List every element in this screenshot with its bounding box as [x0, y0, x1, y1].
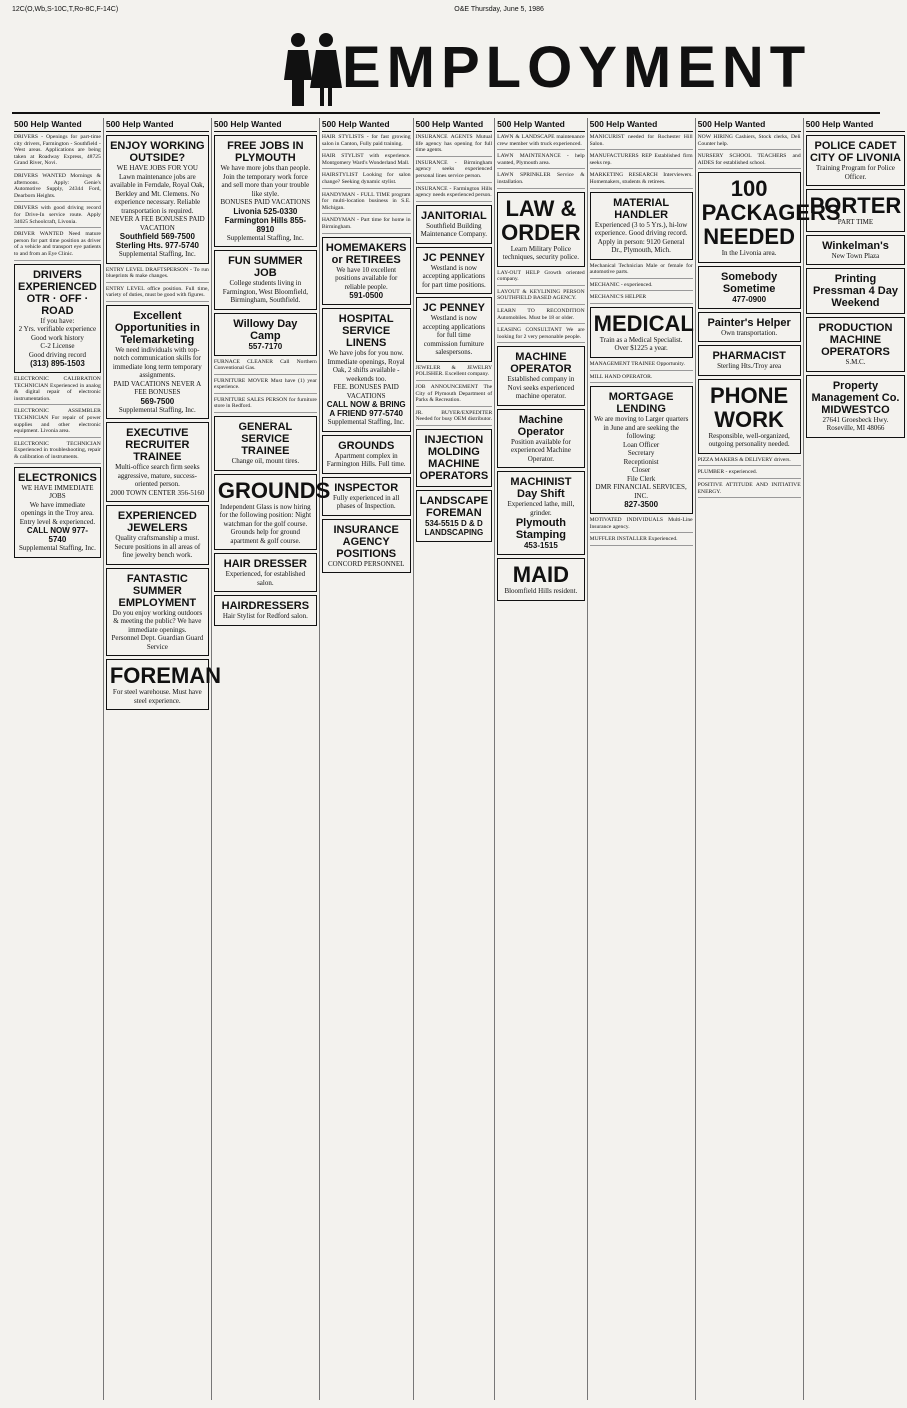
display-ad — [806, 135, 906, 186]
ad-body: Own transportation. — [721, 328, 778, 337]
ad-firm: Supplemental Staffing, Inc. — [118, 250, 196, 258]
ad-heading: MACHINIST Day Shift — [510, 476, 572, 501]
display-ad — [416, 297, 493, 362]
classified-ad: ELECTRONIC TECHNICIAN Experienced in troubleshooting, repair & calibration of instruments. — [14, 441, 101, 464]
ad-body: New Town Plaza — [831, 251, 880, 260]
ad-body: Apartment complex in Farmington Hills. Full time. — [326, 451, 406, 469]
ad-heading: Excellent Opportunities in Telemarketing — [114, 309, 200, 346]
ad-body: Southfield Building Maintenance Company. — [420, 221, 488, 239]
column-header: 500 Help Wanted — [14, 118, 101, 132]
ad-item: Secretary — [627, 449, 655, 458]
ad-heading: INSURANCE AGENCY POSITIONS — [333, 523, 399, 560]
classified-ad: DRIVERS with good driving record for Drive-In service route. Apply 34025 Schoolcraft, Livonia. — [14, 205, 101, 228]
ad-body: For steel warehouse. Must have steel experience. — [112, 688, 202, 705]
ad-body: We have jobs for you now. Immediate openings, Royal Oak, 2 shifts available - weekends too. — [327, 349, 405, 383]
display-ad — [214, 250, 317, 310]
ad-phone: 827-3500 — [624, 500, 659, 510]
display-ad — [698, 312, 801, 343]
ad-heading: POLICE CADET CITY OF LIVONIA — [810, 140, 901, 164]
column-4 — [320, 118, 414, 1400]
ad-heading: GENERAL SERVICE TRAINEE — [238, 421, 293, 458]
column-9 — [804, 118, 907, 1400]
ad-item: Loan Officer — [623, 440, 660, 449]
ad-address: 2000 TOWN CENTER 356-5160 — [110, 488, 205, 497]
classified-ad: PIZZA MAKERS & DELIVERY drivers. — [698, 457, 801, 467]
ad-firm: Supplemental Staffing, Inc. — [118, 405, 196, 414]
classified-ad: MOTIVATED INDIVIDUALS Multi-Line Insurance agency. — [590, 517, 693, 533]
classified-ad: POSITIVE ATTITUDE AND INITIATIVE ENERGY. — [698, 482, 801, 498]
masthead — [12, 22, 880, 110]
ad-subheading: WE HAVE JOBS FOR YOU — [116, 164, 198, 172]
ad-firm: CONCORD PERSONNEL — [327, 559, 405, 568]
display-ad — [698, 172, 841, 263]
ad-heading: INSPECTOR — [334, 481, 399, 494]
classified-ad: MANICURIST needed for Rochester Hill Salon. — [590, 134, 693, 150]
display-ad — [698, 345, 801, 376]
display-ad — [698, 266, 801, 309]
ad-subheading: PART TIME — [837, 218, 874, 226]
display-ad — [106, 659, 222, 710]
ad-heading: INJECTION MOLDING MACHINE OPERATORS — [419, 433, 489, 482]
column-5 — [414, 118, 496, 1400]
classified-ad: LAWN & LANDSCAPE maintenance crew member with truck experienced. — [497, 134, 584, 150]
ad-body: Position available for experienced Machine Operator. — [510, 437, 571, 463]
ad-phone: CALL NOW & BRING A FRIEND 977-5740 — [326, 400, 406, 419]
display-ad — [806, 268, 906, 314]
ad-heading: 100 PACKAGERS NEEDED — [701, 176, 841, 250]
ad-line: C-2 License — [40, 342, 75, 350]
ad-heading: FANTASTIC SUMMER EMPLOYMENT — [118, 572, 197, 609]
ad-phone: 569-7500 — [140, 396, 175, 406]
ad-heading: HAIR DRESSER — [223, 558, 307, 571]
display-ad — [590, 192, 693, 260]
classified-ad: ENTRY LEVEL DRAFTSPERSON - To run blueprints & make changes. — [106, 267, 209, 283]
display-ad — [214, 416, 317, 471]
ad-tagline: NEVER A FEE BONUSES PAID VACATION — [110, 215, 205, 232]
display-ad — [214, 553, 317, 592]
classified-ad: LAWN MAINTENANCE - help wanted, Plymouth area. — [497, 153, 584, 169]
ad-address: 27641 Groesbeck Hwy. Roseville, MI 48066 — [822, 415, 889, 432]
ad-line: If you have: — [40, 316, 75, 325]
column-7 — [588, 118, 696, 1400]
column-6 — [495, 118, 587, 1400]
classified-ad: DRIVERS WANTED Mornings & afternoons. Apply: Genie's Automotive Supply, 24344 Ford, Dearborn Heights. — [14, 173, 101, 202]
ad-heading: JC PENNEY — [422, 251, 486, 264]
ad-heading: Painter's Helper — [707, 316, 791, 329]
column-8 — [696, 118, 841, 1400]
display-ad — [106, 568, 209, 657]
folio-left: 12C(O,Wb,S-10C,T,Ro-8C,F-14C) — [12, 6, 119, 13]
column-header: 500 Help Wanted — [214, 118, 317, 132]
ad-heading: MAID — [512, 562, 569, 588]
ad-phone: Livonia 525-0330 — [233, 206, 298, 216]
classified-ad: INSURANCE - Farmington Hills agency needs experienced person. — [416, 186, 493, 202]
classified-ad: FURNITURE MOVER Must have (1) year experience. — [214, 378, 317, 394]
classified-ad: HANDYMAN - Part time for home in Birmingham. — [322, 217, 411, 233]
ad-body: Bloomfield Hills resident. — [504, 587, 578, 596]
ad-line: Good work history — [30, 333, 84, 342]
display-ad — [214, 595, 317, 626]
display-ad — [416, 490, 493, 542]
ad-heading: JC PENNEY — [422, 302, 486, 315]
column-header: 500 Help Wanted — [322, 118, 411, 132]
ad-body: Change oil, mount tires. — [231, 457, 300, 466]
ad-heading: LANDSCAPE FOREMAN — [419, 494, 489, 519]
ad-heading: PHARMACIST — [712, 350, 786, 363]
display-ad — [497, 471, 584, 555]
classified-ad: JEWELER & JEWELRY POLISHER. Excellent company. — [416, 365, 493, 381]
display-ad — [322, 237, 411, 306]
ad-body: Learn Military Police techniques, security police. — [502, 244, 579, 262]
display-ad — [698, 379, 801, 454]
ad-phone: 591-0500 — [349, 291, 384, 301]
column-2 — [104, 118, 222, 1400]
classified-ad: LAY-OUT HELP Growth oriented company. — [497, 270, 584, 286]
display-ad — [14, 264, 101, 374]
display-ad — [14, 467, 101, 558]
ad-body: College students living in Farmington, West Bloomfield, Birmingham, Southfield. — [222, 279, 308, 304]
ad-body: Westland is now accepting applications for part time positions. — [421, 263, 486, 289]
ad-heading: FUN SUMMER JOB — [228, 255, 303, 279]
ad-body: We are moving to Larger quarters in June and are seeking the following: — [593, 415, 689, 441]
classified-ad: HAIR STYLISTS - for fast growing salon in Canton, Fully paid training. — [322, 134, 411, 150]
display-ad — [214, 474, 331, 551]
ad-item: Receptionist — [623, 457, 659, 466]
classified-ad: NURSERY SCHOOL TEACHERS and AIDES for established school. — [698, 153, 801, 169]
folio-center: O&E Thursday, June 5, 1986 — [454, 6, 544, 13]
classified-ad: MECHANIC'S HELPER — [590, 294, 693, 304]
ad-firm: Personnel Dept. Guardian Guard Service — [111, 634, 204, 651]
display-ad — [806, 235, 906, 266]
display-ad — [106, 135, 209, 264]
ad-heading: GROUNDS — [217, 477, 331, 503]
classified-ad: INSURANCE AGENTS Mutual life agency has opening for full time agents. — [416, 134, 493, 157]
classified-ad: FURNACE CLEANER Call Northern Conventional Gas. — [214, 359, 317, 375]
ad-phone: 453-1515 — [523, 541, 558, 551]
classified-ad: DRIVER WANTED Need mature person for part time position as driver of a vehicle and transport eye patients to and from an Eye Clinic. — [14, 231, 101, 260]
ad-body: Do you enjoy working outdoors & meeting the public? We have immediate openings. — [112, 608, 203, 634]
classified-ad: PLUMBER - experienced. — [698, 469, 801, 479]
classified-ad: MARKETING RESEARCH Interviewers. Homemakers, students & retirees. — [590, 172, 693, 188]
ad-phone: Southfield 569-7500 — [119, 232, 195, 241]
classified-ad: HAIRSTYLIST Looking for salon change? Seeking dynamic stylist. — [322, 172, 411, 188]
ad-heading: HAIRDRESSERS — [221, 600, 310, 613]
ad-body: Lawn maintenance jobs are available in Ferndale, Royal Oak, Berkley and Mt. Clemens. No experience necessary. Reliable transportation is required. — [110, 172, 205, 215]
ad-body: Westland is now accepting applications for full time commission furniture salespersons. — [422, 314, 486, 357]
classified-ad: MANUFACTURERS REP Established firm seeks rep. — [590, 153, 693, 169]
ad-heading: FOREMAN — [109, 663, 222, 689]
classified-ad: ENTRY LEVEL office position. Full time, variety of duties, must be good with figures. — [106, 286, 209, 302]
ad-subheading: WE HAVE IMMEDIATE JOBS — [21, 483, 94, 501]
ad-phone: 557-7170 — [248, 341, 283, 351]
classified-ad: LEASING CONSULTANT We are looking for 2 very personable people. — [497, 327, 584, 343]
ad-firm: Supplemental Staffing, Inc. — [226, 233, 304, 242]
classified-ad: HANDYMAN - FULL TIME program for multi-location business in S.E. Michigan. — [322, 192, 411, 215]
classified-ad: INSURANCE - Birmingham agency seeks experienced personal lines service person. — [416, 160, 493, 183]
display-ad — [322, 308, 411, 432]
ad-heading: PHONE WORK — [710, 382, 789, 432]
ad-heading: FREE JOBS IN PLYMOUTH — [227, 140, 304, 164]
ad-heading: Winkelman's — [822, 239, 889, 252]
ad-tagline: FEE. BONUSES PAID VACATIONS — [333, 383, 399, 400]
column-header: 500 Help Wanted — [806, 118, 906, 132]
column-3 — [212, 118, 331, 1400]
classified-ad: MECHANIC - experienced. — [590, 282, 693, 292]
ad-heading: ELECTRONICS — [18, 471, 97, 484]
folio-line — [12, 6, 880, 18]
ad-body: Fully experienced in all phases of Inspection. — [333, 493, 400, 511]
ad-body: Established company in Novi seeks experienced machine operator. — [507, 375, 575, 401]
ad-tagline: PAID VACATIONS NEVER A FEE BONUSES — [113, 379, 202, 397]
display-ad — [322, 435, 411, 474]
ad-heading: Somebody Sometime — [721, 270, 778, 295]
ad-line: Good driving record — [28, 350, 86, 359]
classified-ad: ELECTRONIC CALIBRATION TECHNICIAN Experienced in analog & digital repair of electronic instrumentation. — [14, 376, 101, 405]
ad-body: Train as a Medical Specialist. Over $1225 a year. — [599, 335, 683, 353]
ad-phone: Farmington Hills 855-8910 — [224, 215, 307, 234]
ad-phone: 534-5515 D & D LANDSCAPING — [424, 518, 484, 537]
ad-heading: HOSPITAL SERVICE LINENS — [338, 313, 394, 350]
classified-ad: LEARN TO RECONDITION Automobiles. Must be 18 or older. — [497, 308, 584, 324]
ad-firm: Supplemental Staffing, Inc. — [327, 418, 405, 427]
display-ad — [806, 317, 906, 372]
ad-heading: EXECUTIVE RECRUITER TRAINEE — [125, 427, 190, 464]
ad-phone: CALL NOW 977-5740 — [26, 526, 89, 545]
ad-heading: EXPERIENCED JEWELERS — [117, 510, 197, 535]
display-ad — [497, 558, 584, 601]
column-1 — [12, 118, 104, 1400]
display-ad — [416, 429, 493, 487]
classified-ad: MANAGEMENT TRAINEE Opportunity. — [590, 361, 693, 371]
display-ad — [497, 192, 584, 267]
classified-ad: MILL HAND OPERATOR. — [590, 374, 693, 384]
ad-firm: DMR FINANCIAL SERVICES, INC. — [595, 483, 687, 500]
ad-line: 2 Yrs. verifiable experience — [18, 325, 97, 333]
ad-heading: MACHINE OPERATOR — [510, 351, 572, 376]
ad-phone: Sterling Hts. 977-5740 — [115, 241, 199, 250]
ad-heading: Machine Operator — [517, 413, 565, 438]
ad-body: Experienced, for established salon. — [225, 570, 306, 587]
classified-ad: LAYOUT & KEYLINING PERSON SOUTHFIELD BASED AGENCY. — [497, 289, 584, 305]
ad-heading: MORTGAGE LENDING — [608, 391, 674, 416]
ad-item: Closer — [631, 466, 651, 475]
ad-firm: Plymouth Stamping — [515, 517, 566, 542]
ad-firm: Sterling Hts./Troy area — [717, 362, 782, 371]
ad-phone: 477-0900 — [732, 294, 767, 304]
classified-ad: FURNITURE SALES PERSON for furniture store in Redford. — [214, 397, 317, 413]
classified-ad: NOW HIRING Cashiers, Stock clerks, Deli Counter help. — [698, 134, 801, 150]
ad-heading: Printing Pressman 4 Day Weekend — [812, 273, 898, 309]
display-ad — [416, 247, 493, 295]
display-ad — [214, 135, 317, 247]
ad-body: Multi-office search firm seeks aggressive, mature, success-oriented person. — [115, 463, 200, 489]
ad-heading: GROUNDS — [338, 439, 395, 452]
ad-item: File Clerk — [627, 474, 656, 483]
ad-body: We have immediate openings in the Troy area. Entry level & experienced. — [19, 500, 96, 526]
display-ad — [590, 307, 693, 358]
ad-body: We have more jobs than people. Join the temporary work force and sell more than your trouble like style. — [220, 164, 311, 198]
display-ad — [806, 189, 906, 232]
ad-heading: ENJOY WORKING OUTSIDE? — [110, 140, 205, 164]
column-header: 500 Help Wanted — [106, 118, 209, 132]
ad-phone: (313) 895-1503 — [30, 359, 85, 368]
classified-ad: JR. BUYER/EXPEDITER Needed for busy OEM distributor. — [416, 410, 493, 426]
section-title: EMPLOYMENT — [342, 35, 812, 100]
ad-heading: JANITORIAL — [420, 209, 487, 222]
masthead-rule — [12, 112, 880, 114]
display-ad — [322, 477, 411, 516]
column-header: 500 Help Wanted — [497, 118, 584, 132]
column-header: 500 Help Wanted — [590, 118, 693, 132]
classified-ad: HAIR STYLIST with experience. Montgomery Ward's Wonderland Mall. — [322, 153, 411, 169]
ad-heading: MEDICAL — [593, 310, 694, 336]
display-ad — [497, 409, 584, 469]
classified-ad: JOB ANNOUNCEMENT The City of Plymouth Department of Parks & Recreation. — [416, 384, 493, 407]
figures-illustration — [276, 28, 346, 108]
classified-ad: MUFFLER INSTALLER Experienced. — [590, 536, 693, 546]
classified-ad: LAWN SPRINKLER Service & installation. — [497, 172, 584, 188]
column-header: 500 Help Wanted — [698, 118, 801, 132]
display-ad — [416, 205, 493, 244]
display-ad — [106, 422, 209, 502]
classified-columns — [12, 118, 902, 1400]
ad-heading: LAW & ORDER — [501, 195, 581, 245]
ad-heading: PORTER — [809, 193, 902, 218]
classified-ad: ELECTRONIC ASSEMBLER TECHNICIAN For repair of power supplies and other electronic equipment. Livonia area. — [14, 408, 101, 437]
ad-firm: MIDWESTCO — [821, 403, 890, 416]
display-ad — [106, 305, 209, 420]
display-ad — [806, 375, 906, 438]
ad-body: Responsible, well-organized, outgoing personality needed. — [708, 431, 790, 449]
ad-body: Training Program for Police Officer. — [816, 164, 895, 181]
ad-body: Experienced lathe, mill, grinder. — [507, 500, 575, 517]
display-ad — [106, 505, 209, 565]
ad-heading: DRIVERS EXPERIENCED OTR · OFF · ROAD — [18, 268, 97, 317]
display-ad — [322, 519, 411, 574]
ad-body: Quality craftsmanship a must. Secure positions in all areas of fine jewelry bench work. — [114, 534, 201, 560]
ad-heading: Willowy Day Camp — [233, 317, 298, 342]
ad-firm: Supplemental Staffing, Inc. — [18, 544, 96, 553]
ad-heading: Property Management Co. — [811, 379, 900, 404]
ad-body: In the Livonia area. — [721, 249, 777, 258]
ad-body: We have 10 excellent positions available for reliable people. — [335, 265, 398, 291]
ad-heading: PRODUCTION MACHINE OPERATORS — [818, 322, 893, 358]
ad-body: We need individuals with top-notch communication skills for immediate long term temporary assignments. — [112, 345, 202, 380]
ad-heading: HOMEMAKERS or RETIREES — [325, 241, 407, 266]
column-header: 500 Help Wanted — [416, 118, 493, 132]
ad-body: Independent Glass is now hiring for the following position: Night watchman for the golf course. Grounds help for ground apartment & golf course. — [219, 502, 312, 545]
display-ad — [497, 346, 584, 406]
ad-body: Hair Stylist for Redford salon. — [222, 612, 308, 621]
classified-ad: Mechanical Technician Male or female for automotive parts. — [590, 263, 693, 279]
ad-firm: S.M.C. — [845, 358, 866, 366]
ad-tagline: BONUSES PAID VACATIONS — [220, 198, 311, 206]
ad-heading: MATERIAL HANDLER — [613, 196, 670, 221]
classified-ad: DRIVERS - Openings for part-time city drivers, Farmington - Southfield - West areas. Applications are being taken at Roadway Express, 48725 Grand River, Novi. — [14, 134, 101, 170]
display-ad — [590, 386, 693, 514]
display-ad — [214, 313, 317, 356]
ad-body: Experienced (3 to 5 Yrs.), hi-low experience. Good driving record. Apply in person: 9120 General Dr., Plymouth, Mich. — [594, 220, 688, 255]
